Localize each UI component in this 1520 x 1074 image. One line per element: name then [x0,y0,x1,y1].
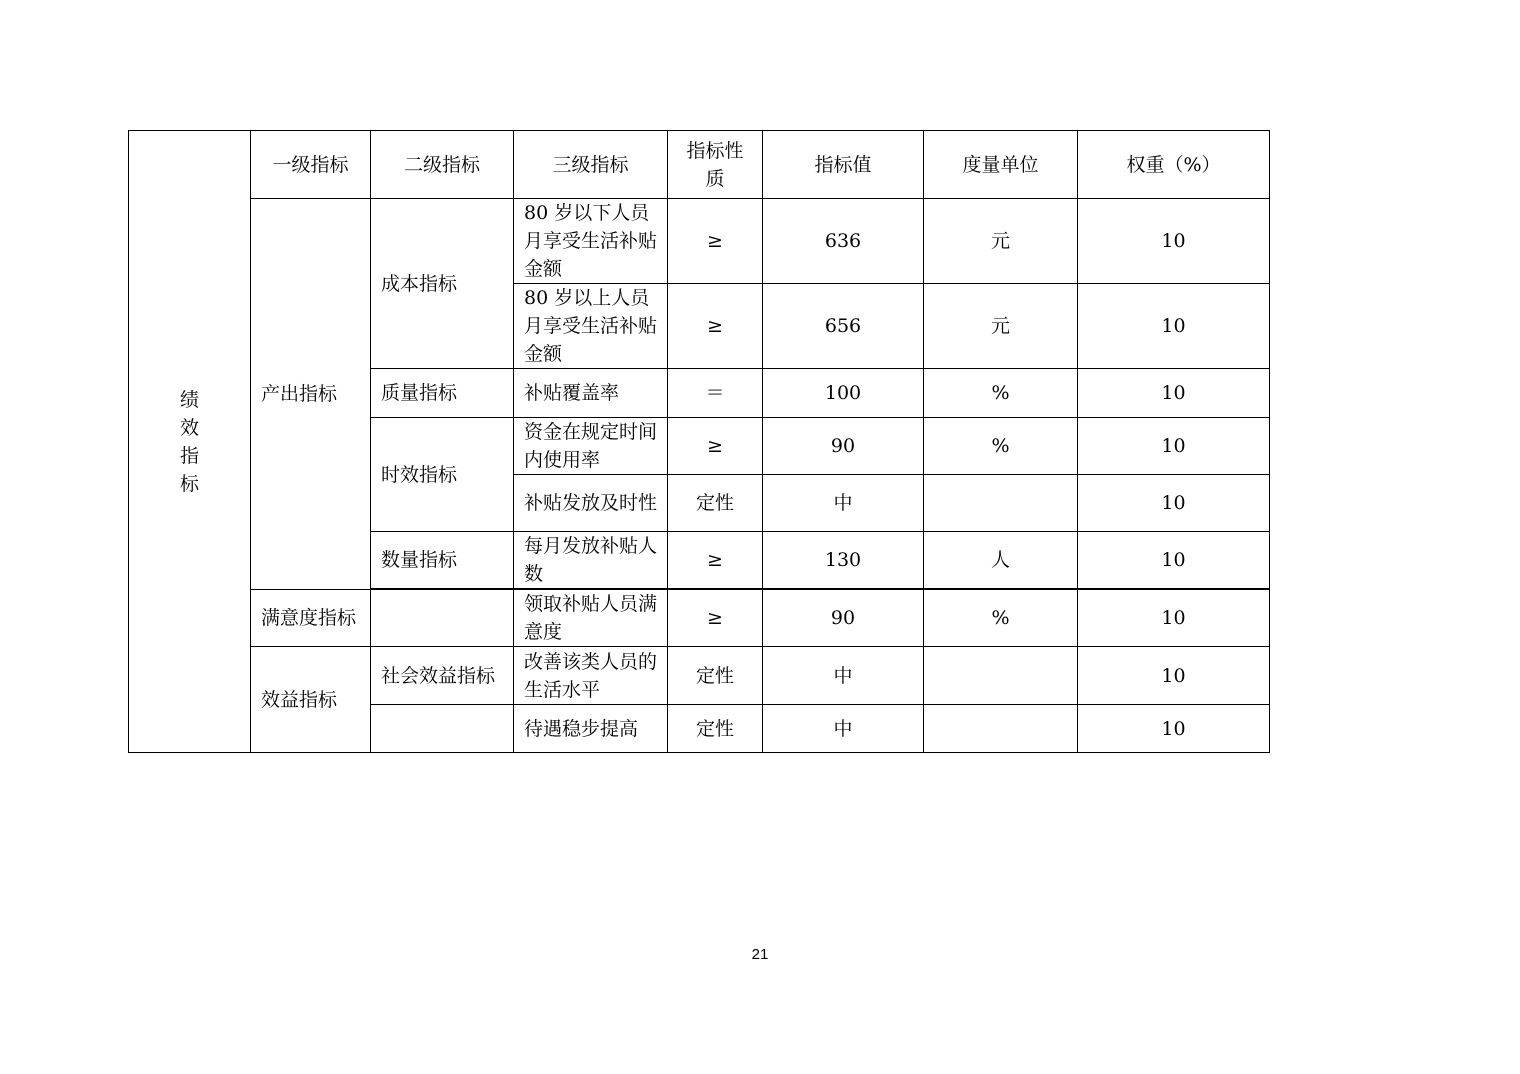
header-unit: 度量单位 [924,131,1078,199]
value-cell: 中 [763,475,924,532]
indicator-name: 补贴发放及时性 [524,492,658,514]
nature-cell: ≥ [668,199,763,284]
indicator-cell [514,284,668,369]
weight-cell: 10 [1078,369,1270,418]
value-cell: 100 [763,369,924,418]
unit-cell [924,647,1078,705]
group-benefit: 效益指标 [251,647,371,753]
indicator-cell [514,369,668,418]
header-nature: 指标性质 [686,139,744,190]
value-cell: 90 [763,418,924,475]
weight-cell: 10 [1078,705,1270,753]
weight-cell: 10 [1078,532,1270,589]
table-row [129,199,1270,284]
header-level1: 一级指标 [251,131,371,199]
weight-cell: 10 [1078,284,1270,369]
subgroup-satisfaction [371,590,514,647]
subgroup-quantity: 数量指标 [371,532,514,589]
unit-cell: 人 [924,532,1078,589]
unit-cell: % [924,590,1078,647]
unit-cell [924,475,1078,532]
indicator-name: 80 岁以上人员月享受生活补贴金额 [524,287,658,365]
weight-cell: 10 [1078,475,1270,532]
indicator-name: 领取补贴人员满意度 [524,593,658,643]
unit-cell: 元 [924,199,1078,284]
indicator-cell [514,647,668,705]
group-satisfaction: 满意度指标 [251,590,371,647]
weight-cell: 10 [1078,590,1270,647]
nature-cell: ≥ [668,418,763,475]
indicator-cell [514,475,668,532]
indicator-name: 补贴覆盖率 [524,382,620,404]
nature-cell: 定性 [668,475,763,532]
header-nature-cell [668,131,763,199]
value-cell: 中 [763,705,924,753]
unit-cell [924,705,1078,753]
subgroup-timeliness: 时效指标 [371,418,514,532]
subgroup-cost: 成本指标 [371,199,514,369]
indicator-cell [514,199,668,284]
subgroup-quality: 质量指标 [371,369,514,418]
value-cell: 656 [763,284,924,369]
nature-cell: 定性 [668,705,763,753]
table-row [129,647,1270,705]
subgroup-social: 社会效益指标 [371,647,514,705]
indicator-name: 改善该类人员的生活水平 [524,650,658,701]
weight-cell: 10 [1078,199,1270,284]
group-output: 产出指标 [251,199,371,590]
unit-cell: 元 [924,284,1078,369]
indicator-name: 待遇稳步提高 [524,717,639,740]
nature-cell: ＝ [668,369,763,418]
unit-cell: % [924,418,1078,475]
nature-cell: ≥ [668,532,763,589]
indicator-cell [514,532,668,589]
header-level2: 二级指标 [371,131,514,199]
indicator-cell [514,705,668,753]
indicator-name: 资金在规定时间内使用率 [524,421,658,471]
page-number: 21 [751,946,769,963]
performance-indicators-label: 绩效指标 [179,388,199,495]
value-cell: 中 [763,647,924,705]
performance-indicators-label-cell [129,131,251,753]
weight-cell: 10 [1078,647,1270,705]
header-level3: 三级指标 [514,131,668,199]
nature-cell: ≥ [668,590,763,647]
value-cell: 130 [763,532,924,589]
performance-indicator-table [128,130,1270,753]
indicator-cell [514,418,668,475]
header-row [129,131,1270,199]
header-weight: 权重（%） [1078,131,1270,199]
nature-cell: ≥ [668,284,763,369]
nature-cell: 定性 [668,647,763,705]
table-row [129,590,1270,647]
weight-cell: 10 [1078,418,1270,475]
header-value: 指标值 [763,131,924,199]
value-cell: 636 [763,199,924,284]
indicator-cell [514,590,668,647]
indicator-name: 80 岁以下人员月享受生活补贴金额 [524,202,658,280]
value-cell: 90 [763,590,924,647]
unit-cell: % [924,369,1078,418]
subgroup-benefit-other [371,705,514,753]
indicator-name: 每月发放补贴人数 [524,535,658,585]
